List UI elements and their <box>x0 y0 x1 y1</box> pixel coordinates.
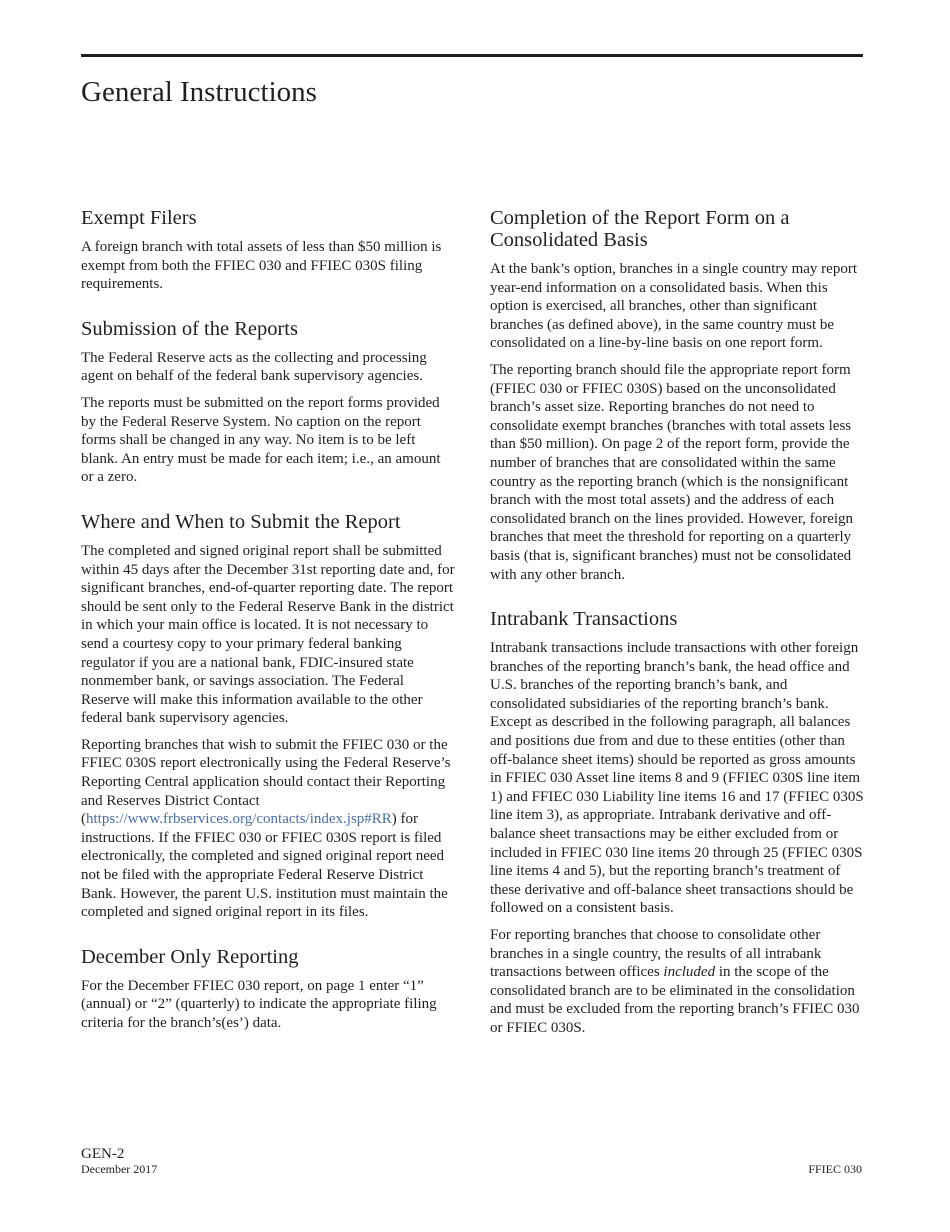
footer-date: December 2017 <box>81 1162 158 1176</box>
section-completion <box>490 207 864 584</box>
section-exempt-filers <box>81 207 455 294</box>
section-intrabank <box>490 608 864 1037</box>
section-heading: Exempt Filers <box>81 207 197 229</box>
text: in the scope of the consolidated branch are to be eliminated in the consolidation and must be excluded from the reporting branch’s FFIEC 030 or FFIEC 030S. <box>490 964 860 1036</box>
paragraph <box>490 926 864 1038</box>
paragraph: A foreign branch with total assets of less than $50 million is exempt from both the FFIEC 030 and FFIEC 030S filing requirements. <box>81 239 442 293</box>
section-heading: December Only Reporting <box>81 945 299 968</box>
left-column <box>81 207 455 1057</box>
paragraph: At the bank’s option, branches in a single country may report year-end information on a consolidated basis. When this option is exercised, all branches, other than significant branches (as defined above), in the same country must be consolidated on a line-by-line basis on one report form. <box>490 261 857 352</box>
paragraph: The Federal Reserve acts as the collecting and processing agent on behalf of the federal bank supervisory agencies. <box>81 349 427 385</box>
footer-page-number: GEN-2 <box>81 1146 125 1162</box>
section-heading: Completion of the Report Form on a Consolidated Basis <box>490 207 790 251</box>
section-heading: Submission of the Reports <box>81 317 298 340</box>
paragraph: For the December FFIEC 030 report, on page 1 enter “1” (annual) or “2” (quarterly) to indicate the appropriate filing criteria for the branch’s(es’) data. <box>81 977 437 1031</box>
section-december-only <box>81 946 455 1033</box>
paragraph: The completed and signed original report shall be submitted within 45 days after the December 31st reporting date and, for significant branches, end-of-quarter reporting date. The report should be sent only to the Federal Reserve Bank in the district in which your main office is located. It is not necessary to send a courtesy copy to your primary federal banking regulator if you are a national bank, FDIC-insured state nonmember bank, or savings association. The Federal Reserve will make this information available to the other federal bank supervisory agencies. <box>81 542 455 727</box>
section-heading: Where and When to Submit the Report <box>81 510 401 533</box>
text: Reporting branches that wish to submit the FFIEC 030 or the FFIEC 030S report electronically using the Federal Reserve’s Reporting Central application should contact their Reporting and Reserves District Contact ( <box>81 736 451 828</box>
page-title: General Instructions <box>81 76 317 108</box>
footer-form-name: FFIEC 030 <box>808 1162 862 1176</box>
paragraph: The reporting branch should file the appropriate report form (FFIEC 030 or FFIEC 030S) based on the unconsolidated branch’s asset size. Reporting branches do not need to consolidate exempt branches (branches with total assets less than $50 million). On page 2 of the report form, provide the number of branches that are consolidated within the same country as the reporting branch (which is the nonsignificant branch with the most total assets) and the address of each consolidated branch on the lines provided. However, foreign branches that meet the threshold for reporting on a quarterly basis (that is, significant branches) must not be consolidated with any other branch. <box>490 361 854 583</box>
text: For reporting branches that choose to consolidate other branches in a single country, the results of all intrabank transactions between offices <box>490 927 822 981</box>
section-heading: Intrabank Transactions <box>490 608 678 631</box>
section-submission <box>81 318 455 487</box>
reporting-contact-link[interactable]: https://www.frbservices.org/contacts/index.jsp#RR <box>86 811 392 828</box>
top-rule <box>81 54 863 57</box>
text: ) for instructions. If the FFIEC 030 or FFIEC 030S report is filed electronically, the completed and signed original report need not be filed with the appropriate Federal Reserve District Bank. However, the parent U.S. institution must maintain the completed and signed original report in its files. <box>81 811 448 921</box>
italic-text: included <box>663 964 716 981</box>
section-where-when <box>81 511 455 922</box>
paragraph: Intrabank transactions include transactions with other foreign branches of the reporting branch’s bank, the head office and U.S. branches of the reporting branch’s bank, and consolidated subsidiaries of the reporting branch’s bank. Except as described in the following paragraph, all balances and positions due from and due to these entities (other than off-balance sheet items) should be reported as gross amounts in FFIEC 030 Asset line items 8 and 9 (FFIEC 030S line item 1) and FFIEC 030 Liability line items 16 and 17 (FFIEC 030S line item 3), as appropriate. Intrabank derivative and off-balance sheet transactions may be either excluded from or included in FFIEC 030 line items 20 through 25 (FFIEC 030S line items 4 and 5), but the reporting branch’s treatment of these derivative and off-balance sheet transactions should be followed on a consistent basis. <box>490 640 864 917</box>
paragraph <box>81 736 455 922</box>
right-column <box>490 207 864 1062</box>
paragraph: The reports must be submitted on the report forms provided by the Federal Reserve System. No caption on the report forms shall be changed in any way. No item is to be left blank. An entry must be made for each item; i.e., an amount or a zero. <box>81 394 441 486</box>
